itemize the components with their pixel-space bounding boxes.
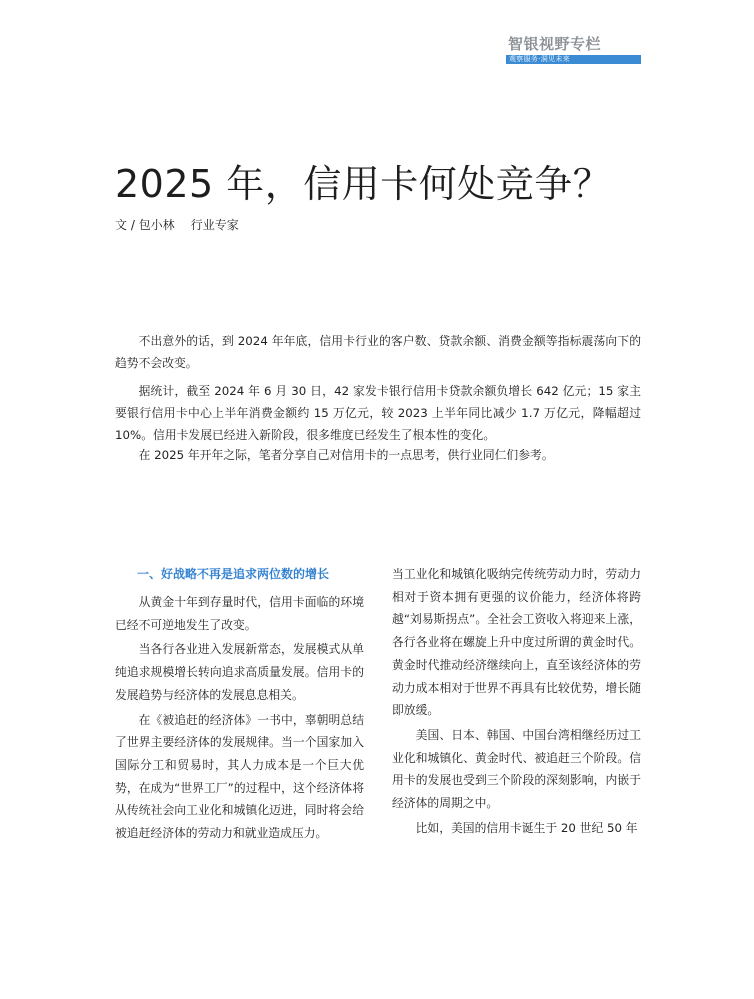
body-paragraph: 当各行各业进入发展新常态，发展模式从单纯追求规模增长转向追求高质量发展。信用卡的发展趋势与经济体的发展息息相关。	[115, 642, 364, 702]
brand-title: 智银视野专栏	[508, 35, 602, 53]
body-paragraph: 从黄金十年到存量时代，信用卡面临的环境已经不可逆地发生了改变。	[115, 595, 364, 632]
body-column-left	[115, 563, 364, 847]
column-brand-header	[506, 33, 641, 64]
body-paragraph: 比如，美国的信用卡诞生于 20 世纪 50 年	[415, 820, 638, 835]
byline-role: 行业专家	[190, 218, 239, 232]
byline-author: 文 / 包小林	[115, 218, 175, 232]
article-intro	[115, 330, 641, 466]
intro-paragraph: 据统计，截至 2024 年 6 月 30 日，42 家发卡银行信用卡贷款余额负增长 642 亿元；15 家主要银行信用卡中心上半年消费金额约 15 万亿元，较 2023 上半年同比减少 1.7 万亿元，降幅超过 10%。信用卡发展已经进入新阶段，很多维度已经发生了根本性的变化。	[115, 384, 641, 442]
intro-paragraph: 不出意外的话，到 2024 年年底，信用卡行业的客户数、贷款余额、消费金额等指标震荡向下的趋势不会改变。	[115, 334, 641, 370]
body-paragraph-continued: 当工业化和城镇化吸纳完传统劳动力时，劳动力相对于资本拥有更强的议价能力，经济体将跨越“刘易斯拐点”。全社会工资收入将迎来上涨，各行各业将在螺旋上升中度过所谓的黄金时代。黄金时代推动经济继续向上，直至该经济体的劳动力成本相对于世界不再具有比较优势，增长随即放缓。	[392, 567, 641, 718]
section-heading: 一、好战略不再是追求两位数的增长	[137, 567, 330, 581]
byline	[115, 216, 239, 233]
body-column-right	[392, 563, 641, 841]
body-paragraph: 美国、日本、韩国、中国台湾相继经历过工业化和城镇化、黄金时代、被追赶三个阶段。信用卡的发展也受到三个阶段的深刻影响，内嵌于经济体的周期之中。	[392, 727, 641, 811]
body-paragraph: 在《被追赶的经济体》一书中，辜朝明总结了世界主要经济体的发展规律。当一个国家加入国际分工和贸易时，其人力成本是一个巨大优势，在成为“世界工厂”的过程中，这个经济体将从传统社会向工业化和城镇化迈进，同时将会给被追赶经济体的劳动力和就业造成压力。	[115, 712, 364, 841]
brand-tagline-bar: 观察服务·洞见未来	[506, 55, 641, 64]
intro-paragraph: 在 2025 年开年之际，笔者分享自己对信用卡的一点思考，供行业同仁们参考。	[138, 448, 554, 462]
article-title: 2025 年，信用卡何处竞争？	[115, 162, 612, 206]
